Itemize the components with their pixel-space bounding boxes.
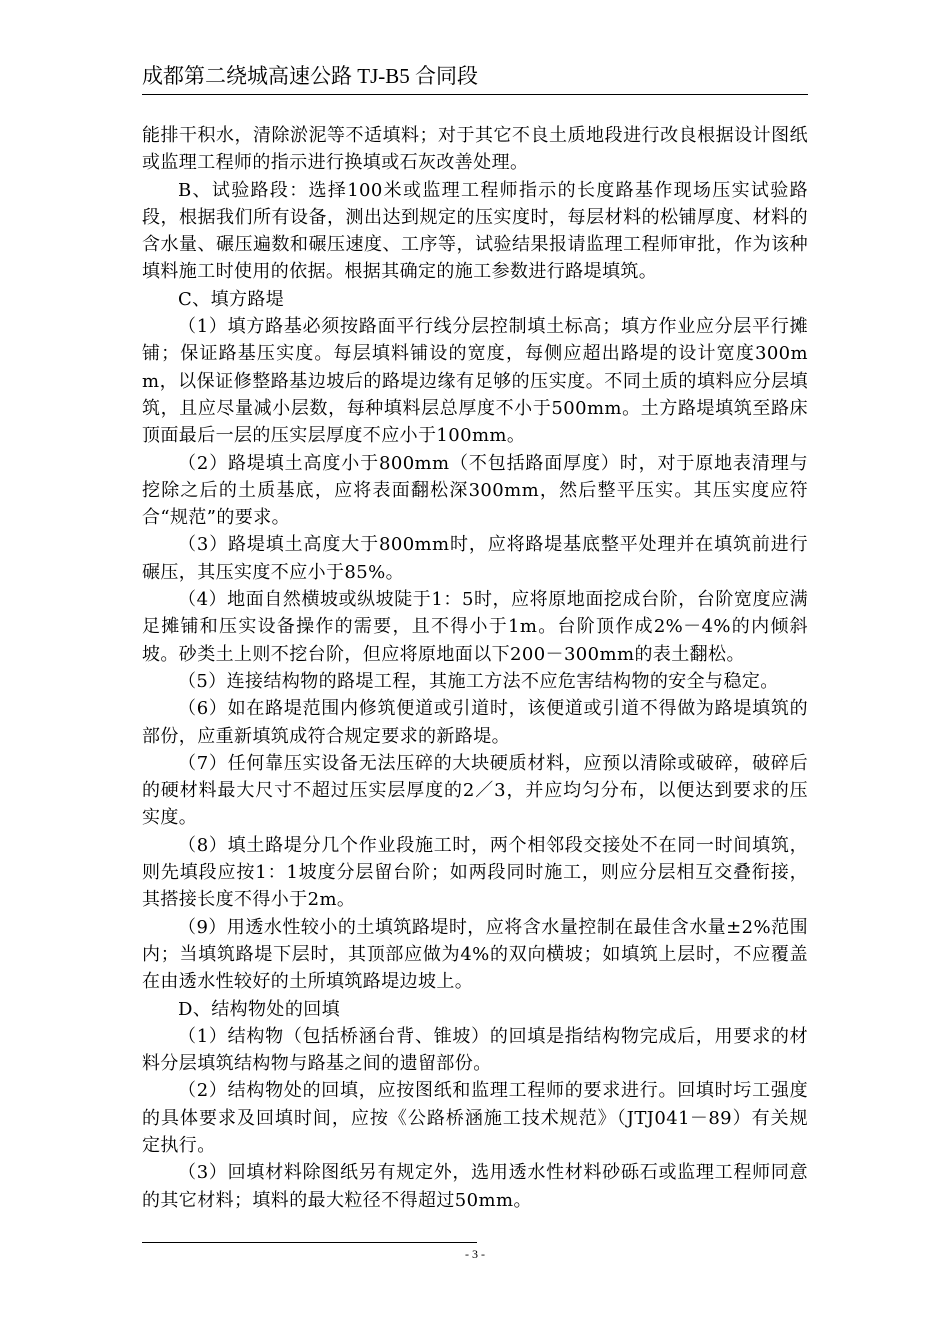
paragraph-fill-item-8: （8）填土路堤分几个作业段施工时，两个相邻段交接处不在同一时间填筑，则先填段应按1：1坡度分层留台阶；如两段同时施工，则应分层相互交叠衔接，其搭接长度不得小于2m。 (142, 834, 808, 911)
body-text (142, 122, 808, 1214)
paragraph-fill-item-2: （2）路堤填土高度小于800mm（不包括路面厚度）时，对于原地表清理与挖除之后的土质基底，应将表面翻松深300mm，然后整平压实。其压实度应符合“规范”的要求。 (142, 452, 808, 529)
paragraph-fill-item-7: （7）任何靠压实设备无法压碎的大块硬质材料，应预以清除或破碎，破碎后的硬材料最大尺寸不超过压实层厚度的2／3，并应均匀分布，以便达到要求的压实度。 (142, 752, 808, 829)
paragraph-backfill-item-1: （1）结构物（包括桥涵台背、锥坡）的回填是指结构物完成后，用要求的材料分层填筑结构物与路基之间的遗留部份。 (142, 1025, 808, 1075)
footer-rule (142, 1242, 477, 1243)
header-title: 成都第二绕城高速公路 TJ-B5 合同段 (142, 64, 478, 88)
paragraph-fill-item-1: （1）填方路基必须按路面平行线分层控制填土标高；填方作业应分层平行摊铺；保证路基压实度。每层填料铺设的宽度，每侧应超出路堤的设计宽度300mm，以保证修整路基边坡后的路堤边缘有足够的压实度。不同土质的填料应分层填筑，且应尽量减小层数，每种填料层总厚度不小于500mm。土方路堤填筑至路床顶面最后一层的压实层厚度不应小于100mm。 (142, 316, 808, 447)
paragraph-backfill-item-2: （2）结构物处的回填，应按图纸和监理工程师的要求进行。回填时圬工强度的具体要求及回填时间，应按《公路桥涵施工技术规范》（JTJ041－89）有关规定执行。 (142, 1080, 808, 1156)
paragraph-fill-item-5: （5）连接结构物的路堤工程，其施工方法不应危害结构物的安全与稳定。 (178, 670, 779, 692)
paragraph-backfill-item-3: （3）回填材料除图纸另有规定外，选用透水性材料砂砾石或监理工程师同意的其它材料；填料的最大粒径不得超过50mm。 (142, 1162, 808, 1211)
paragraph-fill-item-6: （6）如在路堤范围内修筑便道或引道时，该便道或引道不得做为路堤填筑的部份，应重新填筑成符合规定要求的新路堤。 (142, 698, 808, 747)
paragraph-fill-item-4: （4）地面自然横坡或纵坡陡于1：5时，应将原地面挖成台阶，台阶宽度应满足摊铺和压实设备操作的需要，且不得小于1m。台阶顶作成2%－4%的内倾斜坡。砂类土上则不挖台阶，但应将原地面以下200－300mm的表土翻松。 (142, 589, 808, 665)
paragraph-fill-item-3: （3）路堤填土高度大于800mm时，应将路堤基底整平处理并在填筑前进行碾压，其压实度不应小于85%。 (142, 534, 808, 583)
page-number: - 3 - (465, 1247, 485, 1261)
section-heading-structure-backfill: D、结构物处的回填 (178, 998, 341, 1020)
page-header (142, 62, 808, 95)
paragraph-trial-section: B、试验路段：选择100米或监理工程师指示的长度路基作现场压实试验路段，根据我们所有设备，测出达到规定的压实度时，每层材料的松铺厚度、材料的含水量、碾压遍数和碾压速度、工序等，试验结果报请监理工程师审批，作为该种填料施工时使用的依据。根据其确定的施工参数进行路堤填筑。 (142, 179, 808, 283)
section-heading-fill-embankment: C、填方路堤 (178, 288, 285, 310)
paragraph-continuation: 能排干积水，清除淤泥等不适填料；对于其它不良土质地段进行改良根据设计图纸或监理工程师的指示进行换填或石灰改善处理。 (142, 125, 808, 174)
paragraph-fill-item-9: （9）用透水性较小的土填筑路堤时，应将含水量控制在最佳含水量±2%范围内；当填筑路堤下层时，其顶部应做为4%的双向横坡；如填筑上层时，不应覆盖在由透水性较好的土所填筑路堤边坡上。 (142, 916, 808, 993)
